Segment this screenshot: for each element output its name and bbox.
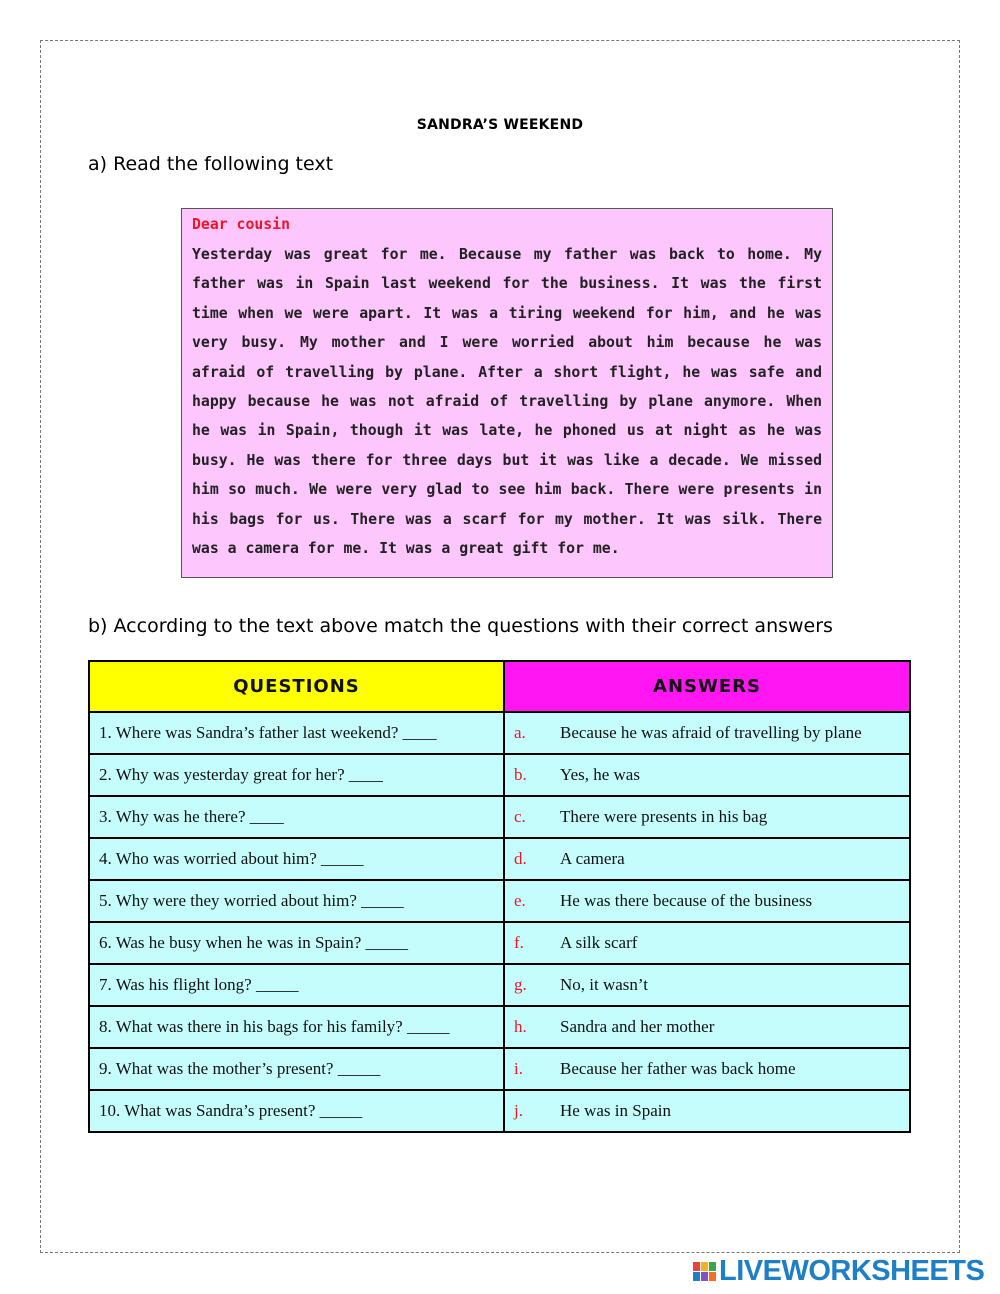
answer-letter: d. <box>514 849 527 868</box>
answer-text: Because her father was back home <box>560 1059 796 1078</box>
logo-blocks-icon <box>693 1262 716 1281</box>
question-cell[interactable]: 3. Why was he there? ____ <box>89 796 504 838</box>
table-row <box>89 1048 910 1090</box>
matching-table <box>88 660 911 1133</box>
table-row <box>89 1090 910 1132</box>
answer-cell <box>504 880 910 922</box>
table-row <box>89 838 910 880</box>
table-row <box>89 880 910 922</box>
answer-cell <box>504 712 910 754</box>
answer-text: Yes, he was <box>560 765 640 784</box>
answer-text: No, it wasn’t <box>560 975 648 994</box>
question-cell[interactable]: 1. Where was Sandra’s father last weekend? ____ <box>89 712 504 754</box>
table-row <box>89 1006 910 1048</box>
question-cell[interactable]: 6. Was he busy when he was in Spain? _____ <box>89 922 504 964</box>
question-cell[interactable]: 8. What was there in his bags for his family? _____ <box>89 1006 504 1048</box>
table-row <box>89 964 910 1006</box>
table-row <box>89 796 910 838</box>
answer-cell <box>504 754 910 796</box>
logo-block <box>701 1262 708 1271</box>
answer-text: He was in Spain <box>560 1101 671 1120</box>
liveworksheets-logo[interactable] <box>693 1256 984 1286</box>
answer-cell <box>504 1048 910 1090</box>
table-row <box>89 922 910 964</box>
answer-letter: g. <box>514 975 527 994</box>
question-cell[interactable]: 7. Was his flight long? _____ <box>89 964 504 1006</box>
answers-header: ANSWERS <box>504 661 910 712</box>
question-cell[interactable]: 4. Who was worried about him? _____ <box>89 838 504 880</box>
answer-text: A silk scarf <box>560 933 638 952</box>
question-cell[interactable]: 5. Why were they worried about him? _____ <box>89 880 504 922</box>
answer-cell <box>504 964 910 1006</box>
answer-text: A camera <box>560 849 625 868</box>
answer-cell <box>504 1006 910 1048</box>
worksheet-title: SANDRA’S WEEKEND <box>416 117 584 133</box>
logo-block <box>709 1272 716 1281</box>
logo-block <box>693 1272 700 1281</box>
table-row <box>89 712 910 754</box>
answer-letter: j. <box>514 1101 523 1120</box>
questions-header: QUESTIONS <box>89 661 504 712</box>
logo-text: LIVEWORKSHEETS <box>719 1254 985 1287</box>
question-cell[interactable]: 2. Why was yesterday great for her? ____ <box>89 754 504 796</box>
letter-greeting: Dear cousin <box>192 216 290 233</box>
table-row <box>89 754 910 796</box>
table-header-row <box>89 661 910 712</box>
answer-text: He was there because of the business <box>560 891 813 910</box>
logo-block <box>693 1262 700 1271</box>
answer-letter: h. <box>514 1017 527 1036</box>
answer-cell <box>504 796 910 838</box>
answer-cell <box>504 838 910 880</box>
answer-cell <box>504 922 910 964</box>
letter-body: Yesterday was great for me. Because my father was back to home. My father was in Spain last weekend for the business. It was the first time when we were apart. It was a tiring weekend for him, and he was very busy. My mother and I were worried about him because he was afraid of travelling by plane. After a short flight, he was safe and happy because he was not afraid of travelling by plane anymore. When he was in Spain, though it was late, he phoned us at night as he was busy. He was there for three days but it was like a decade. We missed him so much. We were very glad to see him back. There were presents in his bags for us. There was a scarf for my mother. It was silk. There was a camera for me. It was a great gift for me. <box>192 246 822 558</box>
instruction-read: a) Read the following text <box>88 153 334 175</box>
answer-letter: b. <box>514 765 527 784</box>
letter-text-box <box>181 208 833 578</box>
answer-text: Sandra and her mother <box>560 1017 715 1036</box>
logo-block <box>701 1272 708 1281</box>
answer-letter: c. <box>514 807 526 826</box>
answer-letter: a. <box>514 723 526 742</box>
answer-letter: f. <box>514 933 524 952</box>
question-cell[interactable]: 10. What was Sandra’s present? _____ <box>89 1090 504 1132</box>
logo-block <box>709 1262 716 1271</box>
answer-letter: e. <box>514 891 526 910</box>
instruction-match: b) According to the text above match the questions with their correct answers <box>88 615 833 637</box>
question-cell[interactable]: 9. What was the mother’s present? _____ <box>89 1048 504 1090</box>
answer-cell <box>504 1090 910 1132</box>
answer-text: There were presents in his bag <box>560 807 768 826</box>
answer-text: Because he was afraid of travelling by plane <box>560 723 862 742</box>
answer-letter: i. <box>514 1059 523 1078</box>
